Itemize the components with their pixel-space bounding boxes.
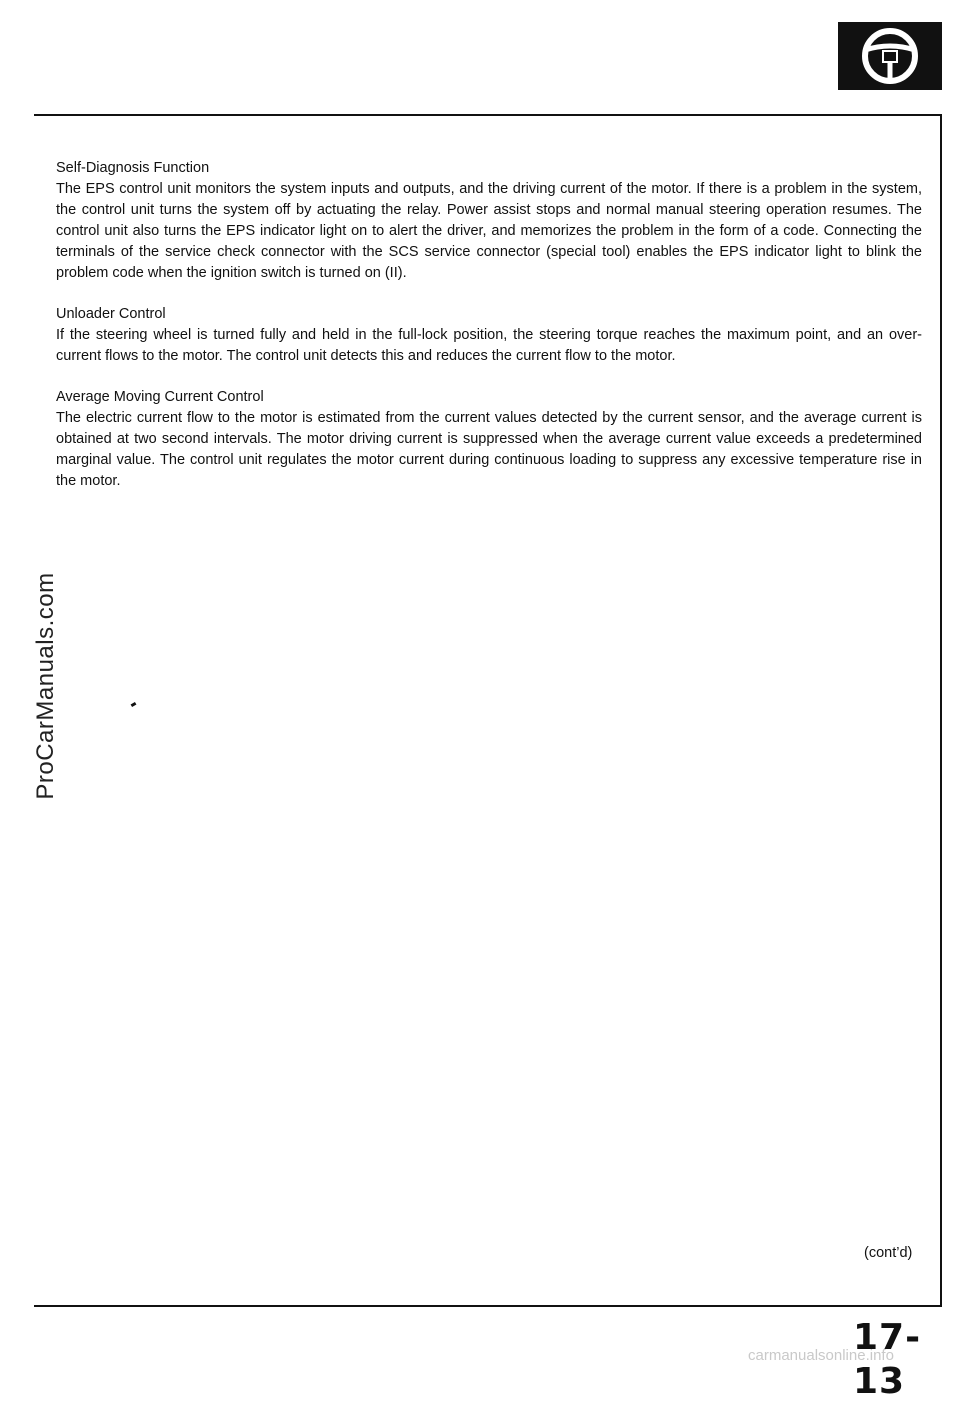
frame-bottom-rule — [34, 1305, 942, 1307]
section-unloader-control — [56, 304, 922, 367]
section-self-diagnosis — [56, 158, 922, 284]
section-body: The electric current flow to the motor is estimated from the current values detected by the current sensor, and the average current is obtained at two second intervals. The motor driving current is suppressed when the average current value exceeds a predetermined marginal value. The control unit regulates the motor current during continuous loading to suppress any excessive temperature rise in the motor. — [56, 410, 922, 489]
section-body: The EPS control unit monitors the system inputs and outputs, and the driving current of the motor. If there is a problem in the system, the control unit turns the system off by actuating the relay. Power assist stops and normal manual steering operation resumes. The control unit also turns the EPS indicator light on to alert the driver, and memorizes the problem in the form of a code. Connecting the terminals of the service check connector with the SCS service connector (special tool) enables the EPS indicator light to blink the problem code when the ignition switch is turned on (II). — [56, 181, 922, 281]
section-body: If the steering wheel is turned fully and held in the full-lock position, the steering torque reaches the maximum point, and an over-current flows to the motor. The control unit detects this and reduces the current flow to the motor. — [56, 327, 922, 364]
stray-mark — [131, 702, 137, 707]
page-number: 17-13 — [853, 1317, 922, 1402]
steering-wheel-icon — [838, 22, 942, 90]
frame-top-rule — [34, 114, 942, 116]
frame-right-rule — [940, 114, 942, 1307]
section-heading: Self-Diagnosis Function — [56, 160, 210, 176]
section-average-moving-current — [56, 387, 922, 492]
continued-label: (cont’d) — [864, 1245, 913, 1261]
watermark-text: ProCarManuals.com — [32, 572, 59, 800]
footer-site-watermark: carmanualsonline.info — [748, 1347, 894, 1364]
section-heading: Average Moving Current Control — [56, 389, 264, 405]
section-heading: Unloader Control — [56, 306, 166, 322]
main-content — [56, 158, 922, 512]
